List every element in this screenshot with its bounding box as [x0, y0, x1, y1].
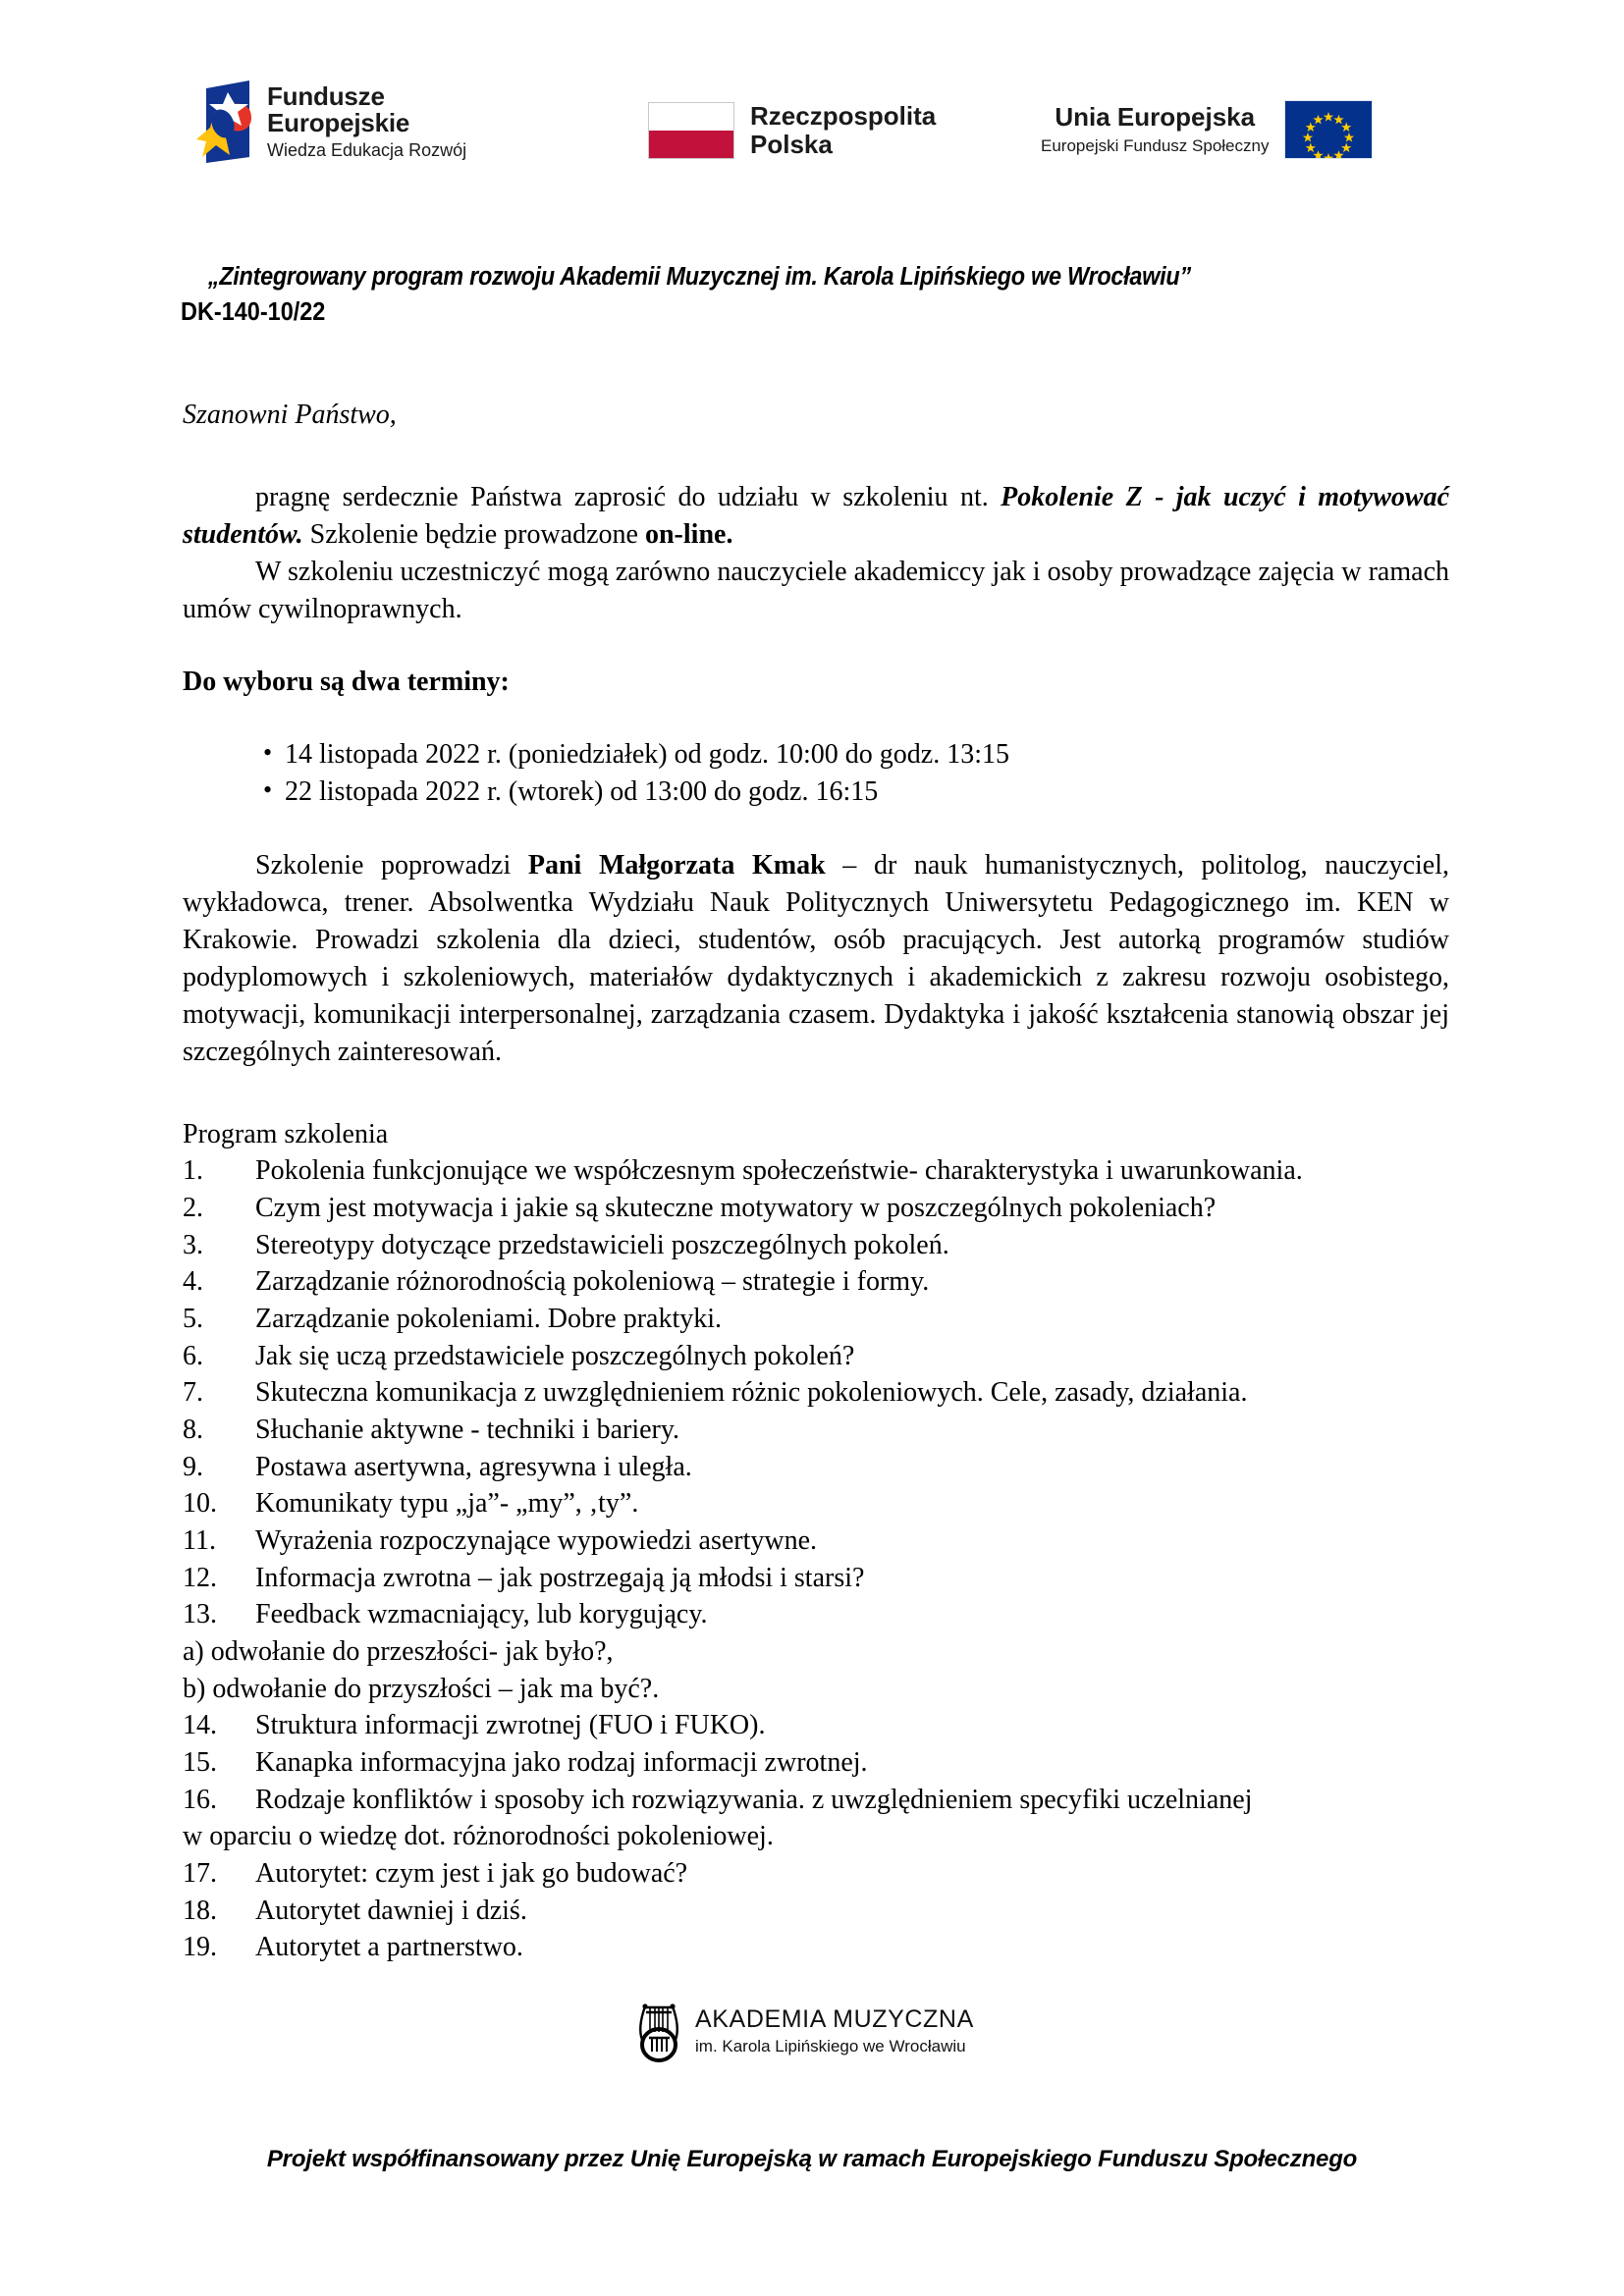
trainer-text-before: Szkolenie poprowadzi [255, 849, 528, 881]
trainer-name: Pani Małgorzata Kmak [527, 849, 826, 881]
trainer-paragraph [183, 847, 1449, 1071]
item-number: 8. [183, 1415, 203, 1446]
list-item: • 14 listopada 2022 r. (poniedziałek) od godz. 10:00 do godz. 13:15 [263, 736, 1449, 774]
academy-logo [636, 1999, 974, 2063]
item-number: 18. [183, 1895, 217, 1926]
rp-line-2: Polska [750, 130, 833, 159]
item-number: 17. [183, 1857, 217, 1889]
item-text: Komunikaty typu „ja”- „my”, ‚ty”. [255, 1488, 639, 1520]
item-number: 16. [183, 1784, 217, 1815]
unia-europejska-logo [1041, 100, 1373, 159]
european-union-flag-icon [1284, 100, 1373, 159]
item-number: 2. [183, 1193, 203, 1224]
item-number: 4. [183, 1266, 203, 1298]
item-text: Kanapka informacyjna jako rodzaj informacji zwrotnej. [255, 1746, 868, 1778]
list-item [183, 1227, 1449, 1264]
list-item [183, 1782, 1449, 1819]
item-number: 11. [183, 1525, 216, 1556]
spacer [183, 1071, 1449, 1116]
list-item [183, 1374, 1449, 1412]
ue-line-1: Unia Europejska [1055, 102, 1256, 133]
item-text: Słuchanie aktywne - techniki i bariery. [255, 1415, 680, 1446]
program-list-continued [183, 1707, 1449, 1818]
academy-subtitle: im. Karola Lipińskiego we Wrocławiu [695, 2037, 966, 2056]
rzeczpospolita-wordmark [750, 102, 936, 158]
fundusze-europejskie-wordmark [267, 80, 467, 161]
online-label: on-line. [644, 518, 733, 550]
list-item [183, 1744, 1449, 1782]
list-item [183, 1338, 1449, 1375]
item-number: 14. [183, 1710, 217, 1741]
document-title-block [183, 259, 1459, 330]
training-dates-list [183, 736, 1449, 812]
list-item [183, 1855, 1449, 1893]
rzeczpospolita-polska-logo [648, 102, 936, 159]
list-item [183, 1929, 1449, 1966]
list-item [183, 1522, 1449, 1560]
program-list [183, 1152, 1449, 1633]
sub-item-b: b) odwołanie do przyszłości – jak ma być?. [183, 1673, 660, 1704]
item-text: Skuteczna komunikacja z uwzględnieniem różnic pokoleniowych. Cele, zasady, działania. [255, 1377, 1248, 1409]
item-text: Autorytet dawniej i dziś. [255, 1895, 527, 1926]
item-text: Autorytet a partnerstwo. [255, 1932, 523, 1963]
item-text: Zarządzanie różnorodnością pokoleniową – strategie i formy. [255, 1266, 930, 1298]
flag-stripe-white [649, 103, 733, 131]
item-text: Rodzaje konfliktów i sposoby ich rozwiązywania. z uwzględnieniem specyfiki uczelnianej [255, 1784, 1253, 1815]
sub-item-a: a) odwołanie do przeszłości- jak było?, [183, 1635, 614, 1667]
fe-line-2: Europejskie [267, 108, 410, 138]
item-number: 7. [183, 1377, 203, 1409]
fe-line-3: Wiedza Edukacja Rozwój [267, 140, 467, 161]
item-number: 10. [183, 1488, 217, 1520]
flag-stripe-red [649, 131, 733, 158]
list-item [183, 1707, 1449, 1744]
footer-funding-note: Projekt współfinansowany przez Unię Europejską w ramach Europejskiego Funduszu Społecznego [266, 2146, 1358, 2172]
list-item [183, 1263, 1449, 1301]
poland-flag-icon [648, 102, 734, 159]
item-text: Pokolenia funkcjonujące we współczesnym społeczeństwie- charakterystyka i uwarunkowania. [255, 1155, 1303, 1187]
ue-line-2: Europejski Fundusz Społeczny [1041, 136, 1270, 156]
item-text: Struktura informacji zwrotnej (FUO i FUKO). [255, 1710, 766, 1741]
terms-heading: Do wyboru są dwa terminy: [183, 666, 510, 697]
academy-name: AKADEMIA MUZYCZNA [695, 2005, 974, 2034]
item-number: 6. [183, 1340, 203, 1371]
list-item [183, 1893, 1449, 1930]
document-code: DK-140-10/22 [181, 298, 326, 327]
item-number: 15. [183, 1746, 217, 1778]
item-text: Postawa asertywna, agresywna i uległa. [255, 1451, 692, 1482]
list-item [183, 1301, 1449, 1338]
training-name: Pokolenie Z - jak uczyć i motywować studentów. [183, 481, 1450, 550]
list-item [183, 1412, 1449, 1449]
spacer [183, 628, 1449, 664]
item-16-continuation: w oparciu o wiedzę dot. różnorodności pokoleniowej. [183, 1821, 774, 1852]
program-list-end [183, 1855, 1449, 1966]
item-number: 9. [183, 1451, 203, 1482]
list-item [183, 1152, 1449, 1190]
salutation: Szanowni Państwo, [183, 400, 397, 430]
letter-body [183, 397, 1449, 1966]
item-number: 13. [183, 1599, 217, 1630]
item-number: 19. [183, 1932, 217, 1963]
item-number: 12. [183, 1562, 217, 1593]
item-text: Wyrażenia rozpoczynające wypowiedzi asertywne. [255, 1525, 818, 1556]
item-text: Autorytet: czym jest i jak go budować? [255, 1857, 688, 1889]
academy-wordmark [695, 2005, 974, 2056]
spacer [183, 701, 1449, 736]
item-text: Informacja zwrotna – jak postrzegają ją młodsi i starsi? [255, 1562, 865, 1593]
lyre-icon [636, 1999, 681, 2063]
program-heading: Program szkolenia [183, 1118, 389, 1149]
item-text: Zarządzanie pokoleniami. Dobre praktyki. [255, 1304, 723, 1335]
fundusze-europejskie-star-mark [192, 79, 253, 165]
item-text: Czym jest motywacja i jakie są skuteczne motywatory w poszczególnych pokoleniach? [255, 1193, 1217, 1224]
item-text: Jak się uczą przedstawiciele poszczególnych pokoleń? [255, 1340, 855, 1371]
item-number: 5. [183, 1304, 203, 1335]
rp-line-1: Rzeczpospolita [750, 101, 937, 132]
list-item [183, 1449, 1449, 1486]
list-item [183, 1596, 1449, 1633]
fe-line-1: Fundusze [267, 80, 385, 111]
eu-funding-logo-bar [0, 79, 1624, 196]
list-item [183, 1560, 1449, 1597]
participants-paragraph: W szkoleniu uczestniczyć mogą zarówno nauczyciele akademiccy jak i osoby prowadzące zajęcia w ramach umów cywilnoprawnych. [183, 556, 1449, 624]
project-title: „Zintegrowany program rozwoju Akademii Muzycznej im. Karola Lipińskiego we Wrocławiu” [207, 263, 1191, 291]
item-number: 1. [183, 1155, 203, 1187]
spacer [183, 812, 1449, 847]
intro-paragraph [183, 479, 1449, 554]
list-item: • 22 listopada 2022 r. (wtorek) od 13:00 do godz. 16:15 [263, 774, 1449, 812]
item-text: Feedback wzmacniający, lub korygujący. [255, 1599, 708, 1630]
unia-europejska-wordmark [1041, 103, 1269, 155]
fundusze-europejskie-logo [192, 79, 466, 165]
intro-text-after: Szkolenie będzie prowadzone [302, 518, 645, 550]
intro-text-before: pragnę serdecznie Państwa zaprosić do udziału w szkoleniu nt. [255, 481, 1001, 512]
item-number: 3. [183, 1229, 203, 1260]
trainer-bio: – dr nauk humanistycznych, politolog, nauczyciel, wykładowca, trener. Absolwentka Wydziału Nauk Politycznych Uniwersytetu Pedagogicznego im. KEN w Krakowie. Prowadzi szkolenia dla dzieci, studentów, osób pracujących. Jest autorką programów studiów podyplomowych i szkoleniowych, materiałów dydaktycznych i akademickich z zakresu rozwoju osobistego, motywacji, komunikacji interpersonalnej, zarządzania czasem. Dydaktyka i jakość kształcenia stanowią obszar jej szczególnych zainteresowań. [183, 849, 1449, 1067]
item-text: Stereotypy dotyczące przedstawicieli poszczególnych pokoleń. [255, 1229, 949, 1260]
list-item [183, 1485, 1449, 1522]
list-item [183, 1190, 1449, 1227]
